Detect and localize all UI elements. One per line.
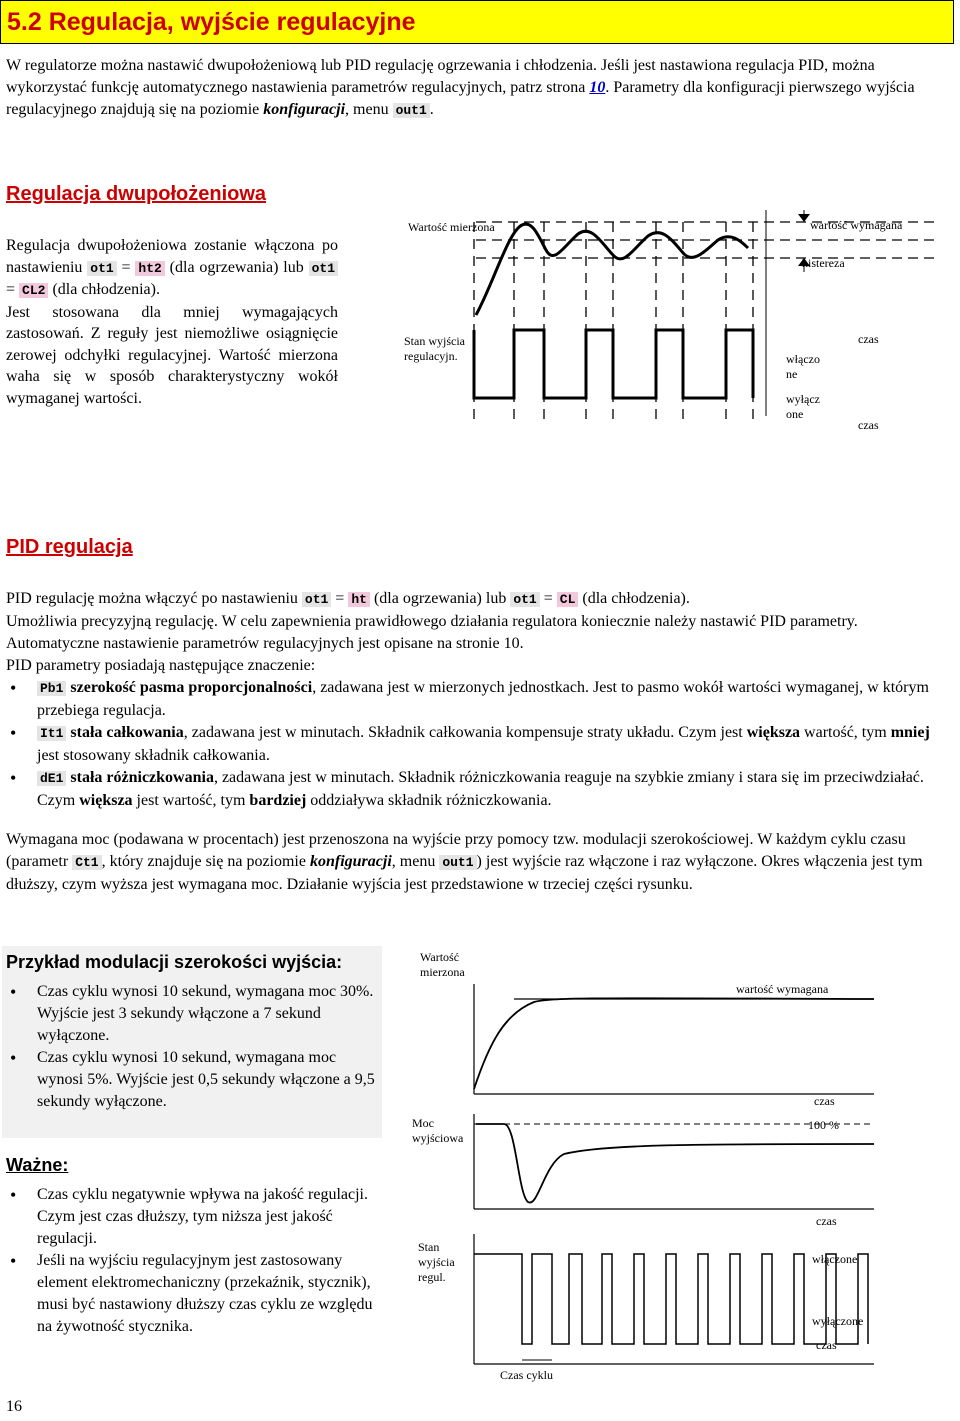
param-code: ot1 xyxy=(309,261,338,276)
term: bardziej xyxy=(249,792,307,809)
hysteresis-label: histereza xyxy=(802,256,845,270)
intro-text: W regulatorze można nastawić dwupołożeniową lub PID regulację ogrzewania i chłodzenia. Jeśli jest nastawiona regulacja PID, można wykorzystać funkcję automatycznego nastawienia parametrów regulacyjnych, patrz strona xyxy=(6,57,875,96)
text: , zadawana jest w minutach. Składnik całkowania kompensuje straty układu. Czym jest xyxy=(183,724,747,741)
off-label: wyłącz one xyxy=(786,392,820,421)
important-list xyxy=(6,1184,376,1338)
text: = xyxy=(6,281,20,298)
param-code: Pb1 xyxy=(37,681,66,696)
param-code: CL xyxy=(557,592,579,607)
hundred-percent-label: 100 % xyxy=(808,1118,839,1132)
term: większa xyxy=(79,792,133,809)
important-heading: Ważne: xyxy=(6,1155,69,1175)
example-section xyxy=(6,950,376,1113)
text: oddziaływa składnik różniczkowania. xyxy=(306,792,552,809)
on-label: włączo ne xyxy=(786,352,820,381)
param-code: ht2 xyxy=(135,261,164,276)
text: = xyxy=(331,590,349,607)
term: szerokość pasma proporcjonalności xyxy=(70,679,313,696)
text: , zadawana jest w mierzonych jednostkach. Jest to pasmo wokół wartości wymaganej, w którym przebiega regulacja. xyxy=(37,679,929,719)
time-label: czas xyxy=(816,1214,837,1228)
intro-text: , menu xyxy=(345,101,393,118)
list-item xyxy=(6,767,946,812)
term: stała różniczkowania xyxy=(70,769,214,786)
pid-text xyxy=(6,588,946,812)
list-item xyxy=(6,722,946,767)
list-item: • Czas cyklu wynosi 10 sekund, wymagana moc wynosi 5%. Wyjście jest 0,5 sekundy włączone a 9,5 sekundy wyłączone. xyxy=(6,1047,376,1113)
two-position-text xyxy=(6,235,338,409)
term: mniej xyxy=(890,724,930,741)
param-code: ot1 xyxy=(87,261,116,276)
pwm-diagram xyxy=(404,944,944,1384)
on-label: włączone xyxy=(812,1252,858,1266)
text: jest wartość, tym xyxy=(132,792,250,809)
list-item: • Czas cyklu wynosi 10 sekund, wymagana moc 30%. Wyjście jest 3 sekundy włączone a 7 sekund wyłączone. xyxy=(6,981,376,1047)
setpoint-label: wartość wymagana xyxy=(810,218,903,232)
page-number: 16 xyxy=(6,1398,22,1415)
param-code: CL2 xyxy=(19,283,48,298)
param-code: ot1 xyxy=(510,592,539,607)
list-item: • Jeśli na wyjściu regulacyjnym jest zastosowany element elektromechaniczny (przekaźnik, stycznik), musi być nastawiony dłuższy czas cyklu ze względu na żywotność stycznika. xyxy=(6,1250,376,1338)
text: (dla chłodzenia). xyxy=(48,281,160,298)
term: stała całkowania xyxy=(70,724,184,741)
section-title: 5.2 Regulacja, wyjście regulacyjne xyxy=(7,8,416,36)
output-state-label: Stan wyjścia regulacyjn. xyxy=(404,334,465,363)
time-label: czas xyxy=(858,332,879,346)
list-item xyxy=(6,677,946,722)
time-label: czas xyxy=(816,1338,837,1352)
level-name: konfiguracji xyxy=(263,101,346,118)
text: , zadawana jest w minutach. Składnik różniczkowania reaguje na szybkie zmiany i stara się im przeciwdziałać. Czym xyxy=(37,769,924,809)
param-code: ot1 xyxy=(302,592,331,607)
term: większa xyxy=(746,724,801,741)
pwm-paragraph xyxy=(6,829,946,896)
text: ) jest wyjście raz włączone i raz wyłączone. Okres włączenia jest tym dłuższy, czym wyższa jest wymagana moc. Działanie wyjścia jest przedstawione w trzeciej części rysunku. xyxy=(6,853,923,893)
param-code: dE1 xyxy=(37,771,66,786)
pid-heading-wrap xyxy=(6,536,133,558)
setpoint-label: wartość wymagana xyxy=(736,982,829,996)
important-section xyxy=(6,1152,376,1338)
text: , menu xyxy=(391,853,440,870)
page-link[interactable]: 10 xyxy=(589,79,606,96)
example-list xyxy=(6,981,376,1113)
param-code: Ct1 xyxy=(72,855,101,870)
text: (dla chłodzenia). xyxy=(578,590,690,607)
example-heading: Przykład modulacji szerokości wyjścia: xyxy=(6,952,343,972)
list-item: • Czas cyklu negatywnie wpływa na jakość regulacji. Czym jest czas dłuższy, tym niższa jest jakość regulacji. xyxy=(6,1184,376,1250)
measured-value-label: Wartość mierzona xyxy=(408,220,495,234)
pid-param-list xyxy=(6,677,946,812)
level-name: konfiguracji xyxy=(309,853,392,870)
two-position-diagram-svg xyxy=(396,210,936,440)
menu-code: out1 xyxy=(393,103,430,118)
two-position-heading: Regulacja dwupołożeniowa xyxy=(6,183,267,205)
text: wartość, tym xyxy=(800,724,891,741)
two-position-diagram xyxy=(396,210,936,440)
text: jest stosowany składnik całkowania. xyxy=(37,747,270,764)
measured-value-label: Wartość mierzona xyxy=(420,950,465,979)
text: = xyxy=(539,590,557,607)
off-label: wyłączone xyxy=(812,1314,864,1328)
intro-paragraph xyxy=(6,55,946,122)
text: Wymagana moc (podawana w procentach) jest przenoszona na wyjście przy pomocy tzw. modulacji szerokościowej. W każdym cyklu czasu (parametr xyxy=(6,831,906,870)
param-code: It1 xyxy=(37,726,66,741)
text: (dla ogrzewania) lub xyxy=(369,590,511,607)
text: Regulacja dwupołożeniowa zostanie włączona po nastawieniu xyxy=(6,237,338,276)
cycle-time-label: Czas cyklu xyxy=(500,1368,553,1382)
text: = xyxy=(116,258,136,276)
text: Jest stosowana dla mniej wymagających zastosowań. Z reguły jest niemożliwe osiągnięcie zerowej odchyłki regulacyjnej. Wartość mierzona waha się w sposób charakterystyczny wokół wymaganej wartości. xyxy=(6,303,338,407)
pid-heading: PID regulacja xyxy=(6,536,133,558)
param-code: ht xyxy=(348,592,370,607)
text: , który znajduje się na poziomie xyxy=(101,853,310,870)
time-label: czas xyxy=(814,1094,835,1108)
section-header xyxy=(0,0,954,44)
text: PID parametry posiadają następujące znaczenie: xyxy=(6,657,316,674)
menu-code: out1 xyxy=(439,855,476,870)
text: PID regulację można włączyć po nastawieniu xyxy=(6,590,302,607)
text: Umożliwia precyzyjną regulację. W celu zapewnienia prawidłowego działania regulatora koniecznie należy nastawić PID parametry. Automatyczne nastawienie parametrów regulacyjnych jest opisane na stronie 10. xyxy=(6,613,858,652)
intro-text: . Parametry dla konfiguracji pierwszego wyjścia regulacyjnego znajdują się na poziomie xyxy=(6,79,915,118)
time-label: czas xyxy=(858,418,879,432)
output-state-label: Stan wyjścia regul. xyxy=(418,1240,455,1284)
two-position-heading-wrap xyxy=(6,183,266,205)
text: (dla ogrzewania) lub xyxy=(164,258,309,276)
intro-text: . xyxy=(429,101,434,118)
output-power-label: Moc wyjściowa xyxy=(412,1116,464,1145)
